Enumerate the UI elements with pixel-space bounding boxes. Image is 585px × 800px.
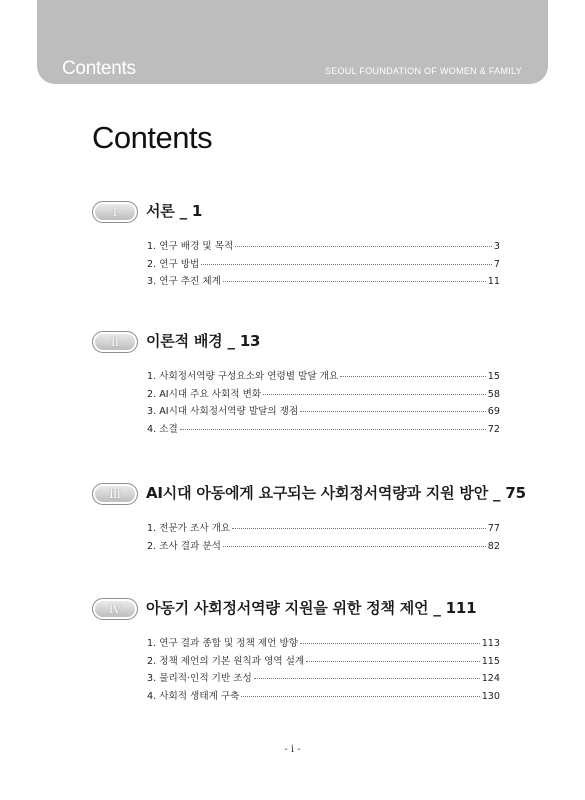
chapter-1 [92,198,500,291]
dot-leader [232,528,486,529]
dot-leader [201,264,492,265]
toc-entries [147,520,500,555]
toc-entry-label: 3. 물리적·인적 기반 조성 [147,673,252,684]
toc-entry-page: 58 [487,388,500,400]
dot-leader [223,546,486,547]
toc-entry-label: 1. 연구 배경 및 목적 [147,241,234,252]
toc-entries [147,635,500,705]
toc-entry-label: 4. 소결 [147,423,178,435]
toc-entry[interactable] [147,635,500,653]
chapter-title: AI시대 아동에게 요구되는 사회정서역량과 지원 방안 _ 75 [146,484,526,502]
dot-leader [235,246,492,247]
toc-entry-label: 3. AI시대 사회정서역량 발달의 쟁점 [147,406,299,417]
toc-entry-label: 2. 정책 제언의 기본 원칙과 영역 설계 [147,655,305,667]
toc-entry[interactable] [147,386,500,404]
chapter-numeral-badge: Ⅳ [92,598,138,620]
header-organization: SEOUL FOUNDATION OF WOMEN & FAMILY [324,66,522,76]
chapter-heading[interactable] [92,595,500,625]
toc-entry-page: 11 [487,276,500,287]
toc-entry[interactable] [147,368,500,386]
toc-entry[interactable] [147,653,500,671]
chapter-3 [92,480,526,555]
dot-leader [340,376,486,377]
dot-leader [223,281,486,282]
toc-entry-page: 7 [493,258,500,270]
chapter-heading[interactable] [92,198,500,228]
toc-entry[interactable] [147,538,500,556]
toc-entry-page: 3 [493,241,500,252]
toc-entry[interactable] [147,238,500,256]
toc-entry-label: 3. 연구 추진 체계 [147,276,221,287]
chapter-numeral-badge: Ⅲ [92,483,138,505]
dot-leader [306,661,479,662]
chapter-numeral-badge: Ⅰ [92,201,138,223]
chapter-heading[interactable] [92,480,526,510]
chapter-2 [92,328,500,438]
toc-entry[interactable] [147,688,500,706]
toc-entry-label: 2. 연구 방법 [147,258,200,270]
toc-entry[interactable] [147,421,500,439]
toc-entry-label: 2. AI시대 주요 사회적 변화 [147,388,262,400]
toc-entry-page: 115 [481,655,500,667]
toc-entry-page: 113 [481,638,500,649]
toc-entry-label: 2. 조사 결과 분석 [147,540,221,552]
toc-entry-page: 82 [487,540,500,552]
dot-leader [300,643,480,644]
chapter-title: 아동기 사회정서역량 지원을 위한 정책 제언 _ 111 [146,599,477,617]
toc-entry[interactable] [147,520,500,538]
toc-entries [147,368,500,438]
dot-leader [241,696,479,697]
dot-leader [263,394,486,395]
toc-entry-page: 130 [481,690,500,702]
toc-entry-label: 1. 사회정서역량 구성요소와 연령별 발달 개요 [147,371,339,382]
toc-entries [147,238,500,291]
toc-entry-label: 1. 연구 결과 종합 및 정책 제언 방향 [147,638,298,649]
chapter-4 [92,595,500,705]
toc-entry[interactable] [147,256,500,274]
toc-entry-page: 69 [487,406,500,417]
toc-entry-page: 77 [487,523,500,534]
toc-entry[interactable] [147,273,500,291]
toc-entry[interactable] [147,670,500,688]
page-title: Contents [92,120,213,155]
toc-entry-label: 1. 전문가 조사 개요 [147,523,231,534]
toc-entry-page: 124 [481,673,500,684]
toc-entry-page: 15 [487,371,500,382]
chapter-title: 이론적 배경 _ 13 [146,332,261,350]
header-title: Contents [62,58,136,79]
chapter-title: 서론 _ 1 [146,202,203,220]
page-number: - i - [284,744,301,755]
chapter-heading[interactable] [92,328,500,358]
toc-entry-label: 4. 사회적 생태계 구축 [147,690,240,702]
toc-entry[interactable] [147,403,500,421]
chapter-numeral-badge: Ⅱ [92,331,138,353]
dot-leader [180,429,486,430]
header-band [37,0,548,84]
dot-leader [300,411,486,412]
toc-entry-page: 72 [487,423,500,435]
dot-leader [254,678,480,679]
